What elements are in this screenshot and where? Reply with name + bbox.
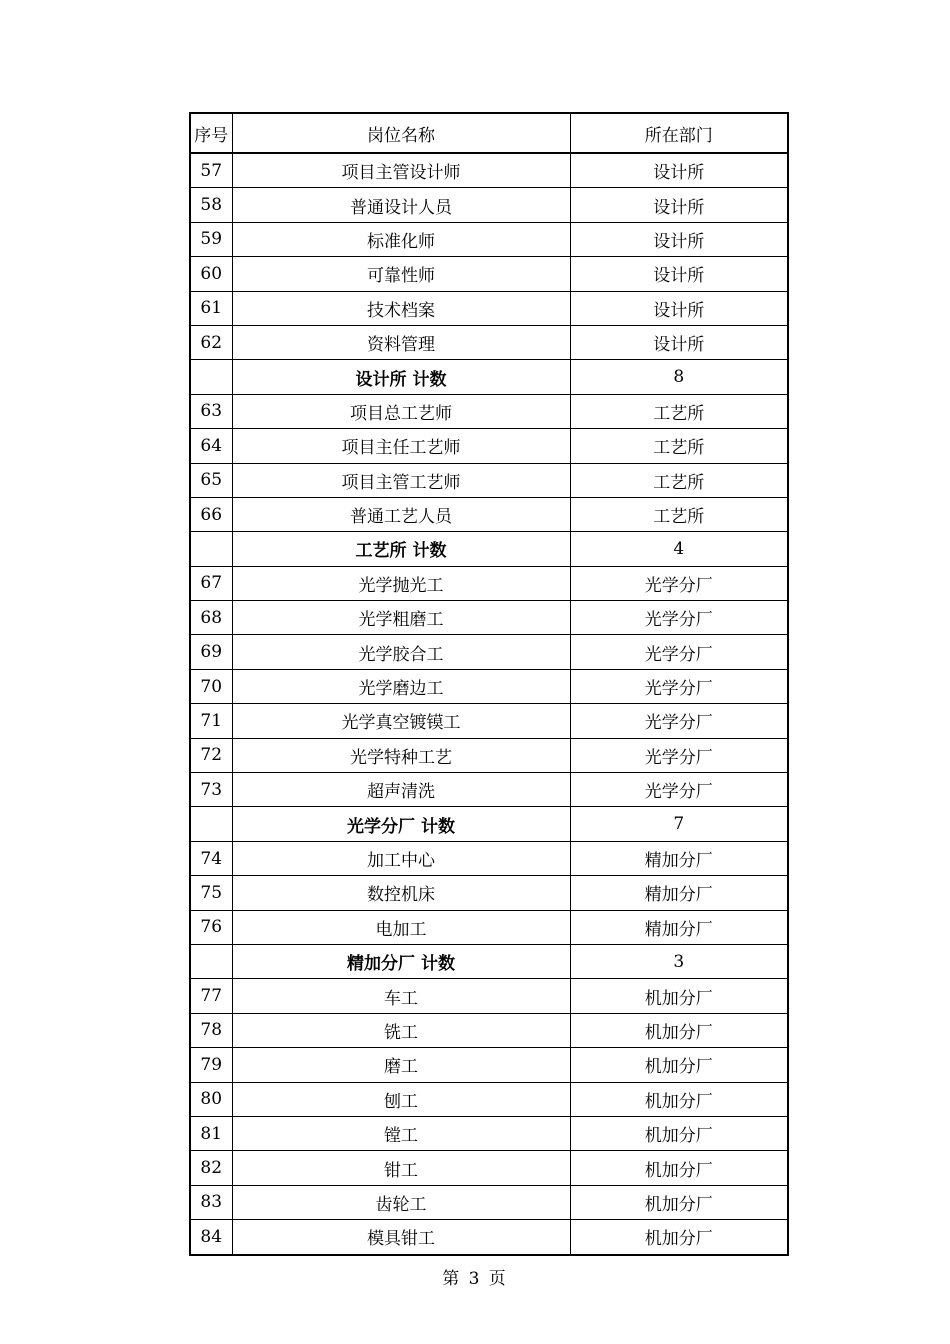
cell-serial-number: 72 (190, 738, 232, 772)
cell-serial-number (190, 360, 232, 394)
cell-position-name: 钳工 (232, 1151, 570, 1185)
cell-department: 设计所 (570, 257, 788, 291)
table-row (190, 1151, 788, 1185)
cell-department: 光学分厂 (570, 704, 788, 738)
table-row (190, 291, 788, 325)
header-department: 所在部门 (570, 113, 788, 153)
subtotal-count: 3 (570, 944, 788, 978)
cell-serial-number: 73 (190, 773, 232, 807)
table-row (190, 876, 788, 910)
subtotal-row (190, 532, 788, 566)
cell-serial-number: 68 (190, 601, 232, 635)
cell-serial-number: 65 (190, 463, 232, 497)
cell-department: 光学分厂 (570, 669, 788, 703)
cell-position-name: 模具钳工 (232, 1220, 570, 1255)
cell-position-name: 齿轮工 (232, 1185, 570, 1219)
cell-department: 设计所 (570, 222, 788, 256)
table-row (190, 325, 788, 359)
cell-position-name: 光学磨边工 (232, 669, 570, 703)
subtotal-label: 光学分厂 计数 (232, 807, 570, 841)
table-row (190, 1013, 788, 1047)
subtotal-count: 7 (570, 807, 788, 841)
cell-serial-number: 81 (190, 1116, 232, 1150)
cell-serial-number: 59 (190, 222, 232, 256)
cell-serial-number: 80 (190, 1082, 232, 1116)
table-row (190, 738, 788, 772)
cell-serial-number: 77 (190, 979, 232, 1013)
cell-serial-number: 71 (190, 704, 232, 738)
cell-department: 光学分厂 (570, 773, 788, 807)
cell-department: 机加分厂 (570, 1048, 788, 1082)
cell-department: 光学分厂 (570, 566, 788, 600)
cell-serial-number: 84 (190, 1220, 232, 1255)
cell-serial-number: 60 (190, 257, 232, 291)
subtotal-label: 设计所 计数 (232, 360, 570, 394)
cell-serial-number: 83 (190, 1185, 232, 1219)
table-row (190, 1082, 788, 1116)
cell-department: 机加分厂 (570, 1116, 788, 1150)
table-row (190, 566, 788, 600)
cell-serial-number: 69 (190, 635, 232, 669)
header-serial-number: 序号 (190, 113, 232, 153)
cell-position-name: 技术档案 (232, 291, 570, 325)
cell-serial-number: 64 (190, 429, 232, 463)
cell-serial-number (190, 807, 232, 841)
table-row (190, 773, 788, 807)
cell-department: 光学分厂 (570, 601, 788, 635)
cell-serial-number: 66 (190, 497, 232, 531)
table-row (190, 1116, 788, 1150)
cell-serial-number: 57 (190, 153, 232, 188)
table-row (190, 841, 788, 875)
table-row (190, 188, 788, 222)
cell-serial-number: 63 (190, 394, 232, 428)
table-row (190, 497, 788, 531)
subtotal-count: 8 (570, 360, 788, 394)
cell-department: 工艺所 (570, 497, 788, 531)
table-row (190, 257, 788, 291)
cell-serial-number: 58 (190, 188, 232, 222)
cell-position-name: 车工 (232, 979, 570, 1013)
cell-department: 机加分厂 (570, 1185, 788, 1219)
table-row (190, 601, 788, 635)
cell-department: 机加分厂 (570, 1013, 788, 1047)
cell-department: 机加分厂 (570, 1082, 788, 1116)
table-row (190, 153, 788, 188)
cell-serial-number (190, 532, 232, 566)
table-row (190, 1185, 788, 1219)
cell-serial-number: 70 (190, 669, 232, 703)
cell-department: 光学分厂 (570, 738, 788, 772)
cell-department: 机加分厂 (570, 1220, 788, 1255)
cell-position-name: 镗工 (232, 1116, 570, 1150)
cell-position-name: 超声清洗 (232, 773, 570, 807)
cell-position-name: 资料管理 (232, 325, 570, 359)
cell-department: 工艺所 (570, 463, 788, 497)
table-row (190, 635, 788, 669)
cell-serial-number: 75 (190, 876, 232, 910)
subtotal-label: 精加分厂 计数 (232, 944, 570, 978)
cell-serial-number: 62 (190, 325, 232, 359)
cell-serial-number: 76 (190, 910, 232, 944)
cell-position-name: 项目主任工艺师 (232, 429, 570, 463)
page-number: 第 3 页 (442, 1269, 508, 1289)
cell-position-name: 电加工 (232, 910, 570, 944)
cell-position-name: 光学抛光工 (232, 566, 570, 600)
cell-department: 机加分厂 (570, 979, 788, 1013)
cell-serial-number: 67 (190, 566, 232, 600)
subtotal-row (190, 360, 788, 394)
table-row (190, 222, 788, 256)
cell-position-name: 光学真空镀镆工 (232, 704, 570, 738)
table-body (190, 153, 788, 1255)
cell-position-name: 光学胶合工 (232, 635, 570, 669)
cell-position-name: 光学粗磨工 (232, 601, 570, 635)
table-row (190, 704, 788, 738)
cell-serial-number: 74 (190, 841, 232, 875)
cell-serial-number: 79 (190, 1048, 232, 1082)
positions-table (189, 112, 789, 1256)
cell-position-name: 可靠性师 (232, 257, 570, 291)
subtotal-count: 4 (570, 532, 788, 566)
cell-position-name: 项目主管设计师 (232, 153, 570, 188)
table-row (190, 910, 788, 944)
cell-department: 精加分厂 (570, 841, 788, 875)
cell-department: 设计所 (570, 291, 788, 325)
cell-serial-number: 78 (190, 1013, 232, 1047)
table-row (190, 979, 788, 1013)
cell-serial-number: 61 (190, 291, 232, 325)
cell-department: 精加分厂 (570, 876, 788, 910)
subtotal-label: 工艺所 计数 (232, 532, 570, 566)
cell-department: 机加分厂 (570, 1151, 788, 1185)
cell-position-name: 刨工 (232, 1082, 570, 1116)
cell-position-name: 磨工 (232, 1048, 570, 1082)
table-row (190, 394, 788, 428)
cell-position-name: 普通工艺人员 (232, 497, 570, 531)
table-row (190, 1048, 788, 1082)
cell-department: 光学分厂 (570, 635, 788, 669)
cell-position-name: 普通设计人员 (232, 188, 570, 222)
cell-position-name: 铣工 (232, 1013, 570, 1047)
cell-department: 工艺所 (570, 429, 788, 463)
header-position-name: 岗位名称 (232, 113, 570, 153)
cell-position-name: 光学特种工艺 (232, 738, 570, 772)
table-header-row (190, 113, 788, 153)
cell-position-name: 项目主管工艺师 (232, 463, 570, 497)
cell-position-name: 项目总工艺师 (232, 394, 570, 428)
cell-department: 精加分厂 (570, 910, 788, 944)
cell-position-name: 加工中心 (232, 841, 570, 875)
table-row (190, 1220, 788, 1255)
cell-department: 设计所 (570, 325, 788, 359)
cell-department: 工艺所 (570, 394, 788, 428)
cell-serial-number (190, 944, 232, 978)
table-row (190, 669, 788, 703)
cell-serial-number: 82 (190, 1151, 232, 1185)
cell-department: 设计所 (570, 153, 788, 188)
cell-position-name: 标准化师 (232, 222, 570, 256)
subtotal-row (190, 944, 788, 978)
table-row (190, 429, 788, 463)
subtotal-row (190, 807, 788, 841)
cell-position-name: 数控机床 (232, 876, 570, 910)
table-row (190, 463, 788, 497)
cell-department: 设计所 (570, 188, 788, 222)
